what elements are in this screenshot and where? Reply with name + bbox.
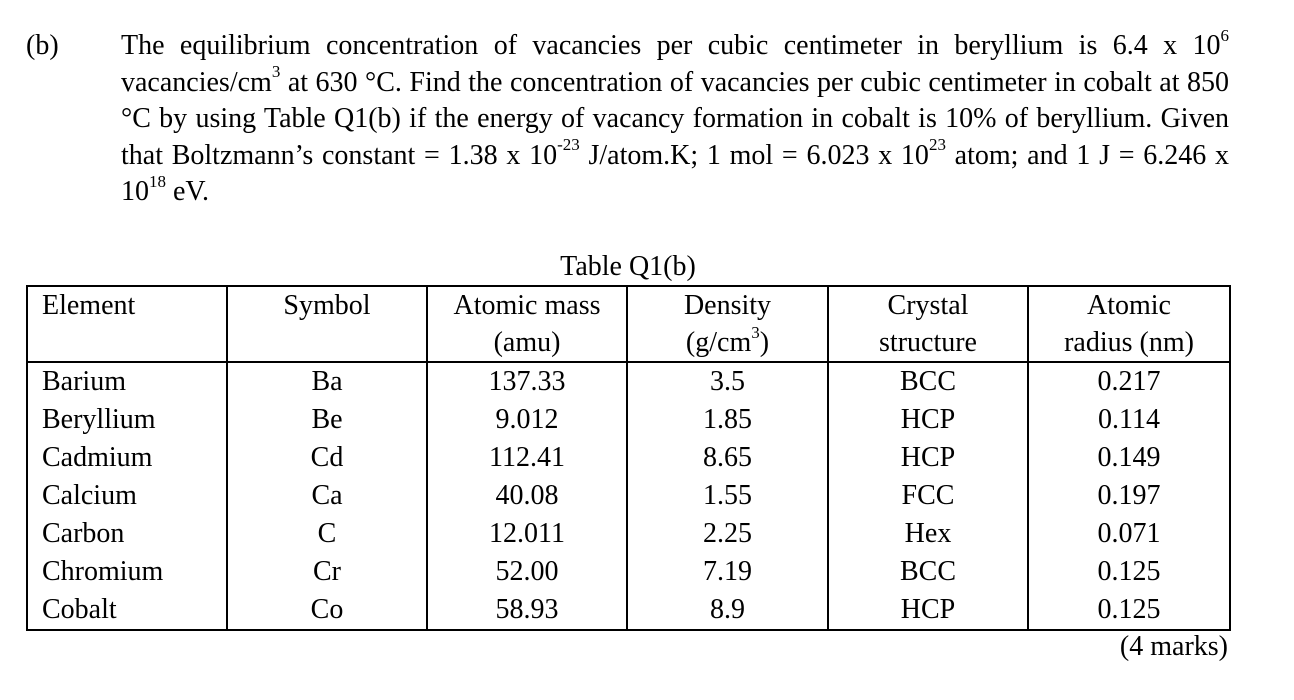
cell-crystal-structure: Hex	[828, 515, 1028, 553]
cell-density: 2.25	[627, 515, 828, 553]
cell-atomic-mass: 137.33	[427, 362, 627, 401]
cell-density: 3.5	[627, 362, 828, 401]
cell-element: Cadmium	[27, 439, 227, 477]
question-paragraph	[121, 25, 1229, 211]
table-row	[27, 591, 1230, 630]
table-row	[27, 439, 1230, 477]
cell-symbol: Be	[227, 401, 427, 439]
cell-crystal-structure: BCC	[828, 553, 1028, 591]
table-row	[27, 477, 1230, 515]
question-text-part-5: atom; and 1 J = 6.246 x 10	[121, 139, 1229, 207]
exponent-2: 3	[271, 62, 281, 82]
element-data-table	[26, 285, 1231, 631]
cell-symbol: C	[227, 515, 427, 553]
exponent-3: -23	[557, 135, 580, 155]
header-element: Element	[27, 286, 227, 362]
cell-element: Carbon	[27, 515, 227, 553]
table-caption: Table Q1(b)	[560, 251, 696, 282]
question-text-part-1: The equilibrium concentration of vacancies per cubic centimeter in beryllium is 6.4 x 10	[121, 30, 1221, 61]
header-symbol: Symbol	[227, 286, 427, 362]
cell-atomic-radius: 0.197	[1028, 477, 1230, 515]
header-atomic-mass: Atomic mass (amu)	[427, 286, 627, 362]
cell-atomic-mass: 12.011	[427, 515, 627, 553]
cell-atomic-radius: 0.114	[1028, 401, 1230, 439]
table-row	[27, 401, 1230, 439]
exponent-5: 18	[149, 171, 166, 191]
cell-density: 8.65	[627, 439, 828, 477]
cell-atomic-mass: 40.08	[427, 477, 627, 515]
cell-crystal-structure: BCC	[828, 362, 1028, 401]
cell-element: Barium	[27, 362, 227, 401]
cell-element: Cobalt	[27, 591, 227, 630]
table-row	[27, 553, 1230, 591]
table-row	[27, 362, 1230, 401]
cell-crystal-structure: HCP	[828, 439, 1028, 477]
cell-atomic-mass: 52.00	[427, 553, 627, 591]
question-text-part-2: vacancies/cm	[121, 66, 272, 98]
cell-crystal-structure: HCP	[828, 591, 1028, 630]
cell-crystal-structure: HCP	[828, 401, 1028, 439]
cell-atomic-radius: 0.071	[1028, 515, 1230, 553]
question-label: (b)	[26, 30, 59, 61]
cell-element: Calcium	[27, 477, 227, 515]
cell-symbol: Cd	[227, 439, 427, 477]
cell-symbol: Co	[227, 591, 427, 630]
exponent-4: 23	[928, 135, 946, 155]
table-header-row	[27, 286, 1230, 362]
question-text-part-4: J/atom.K; 1 mol = 6.023 x 10	[579, 139, 929, 171]
cell-symbol: Cr	[227, 553, 427, 591]
question-text	[121, 25, 1229, 211]
cell-atomic-mass: 58.93	[427, 591, 627, 630]
cell-density: 7.19	[627, 553, 828, 591]
header-crystal-structure: Crystal structure	[828, 286, 1028, 362]
header-atomic-radius: Atomic radius (nm)	[1028, 286, 1230, 362]
cell-atomic-radius: 0.217	[1028, 362, 1230, 401]
cell-symbol: Ca	[227, 477, 427, 515]
question-text-part-3: at 630 °C. Find the concentration of vacancies per cubic centimeter in cobalt at 850 °C by using Table Q1(b) if the energy of vacancy formation in cobalt is 10% of beryllium. Given that Boltzmann’s constant = 1.38 x 10	[121, 66, 1229, 171]
cell-atomic-mass: 112.41	[427, 439, 627, 477]
cell-crystal-structure: FCC	[828, 477, 1028, 515]
cell-atomic-radius: 0.149	[1028, 439, 1230, 477]
cell-element: Chromium	[27, 553, 227, 591]
cell-density: 8.9	[627, 591, 828, 630]
header-density: Density $(g/cm^3)$	[627, 286, 828, 362]
exponent-1: 6	[1220, 25, 1229, 45]
cell-element: Beryllium	[27, 401, 227, 439]
cell-density: 1.55	[627, 477, 828, 515]
cell-atomic-mass: 9.012	[427, 401, 627, 439]
table-row	[27, 515, 1230, 553]
question-text-part-6: eV.	[166, 176, 210, 207]
cell-atomic-radius: 0.125	[1028, 591, 1230, 630]
marks-allocation: (4 marks)	[1119, 631, 1228, 662]
cell-density: 1.85	[627, 401, 828, 439]
cell-symbol: Ba	[227, 362, 427, 401]
cell-atomic-radius: 0.125	[1028, 553, 1230, 591]
